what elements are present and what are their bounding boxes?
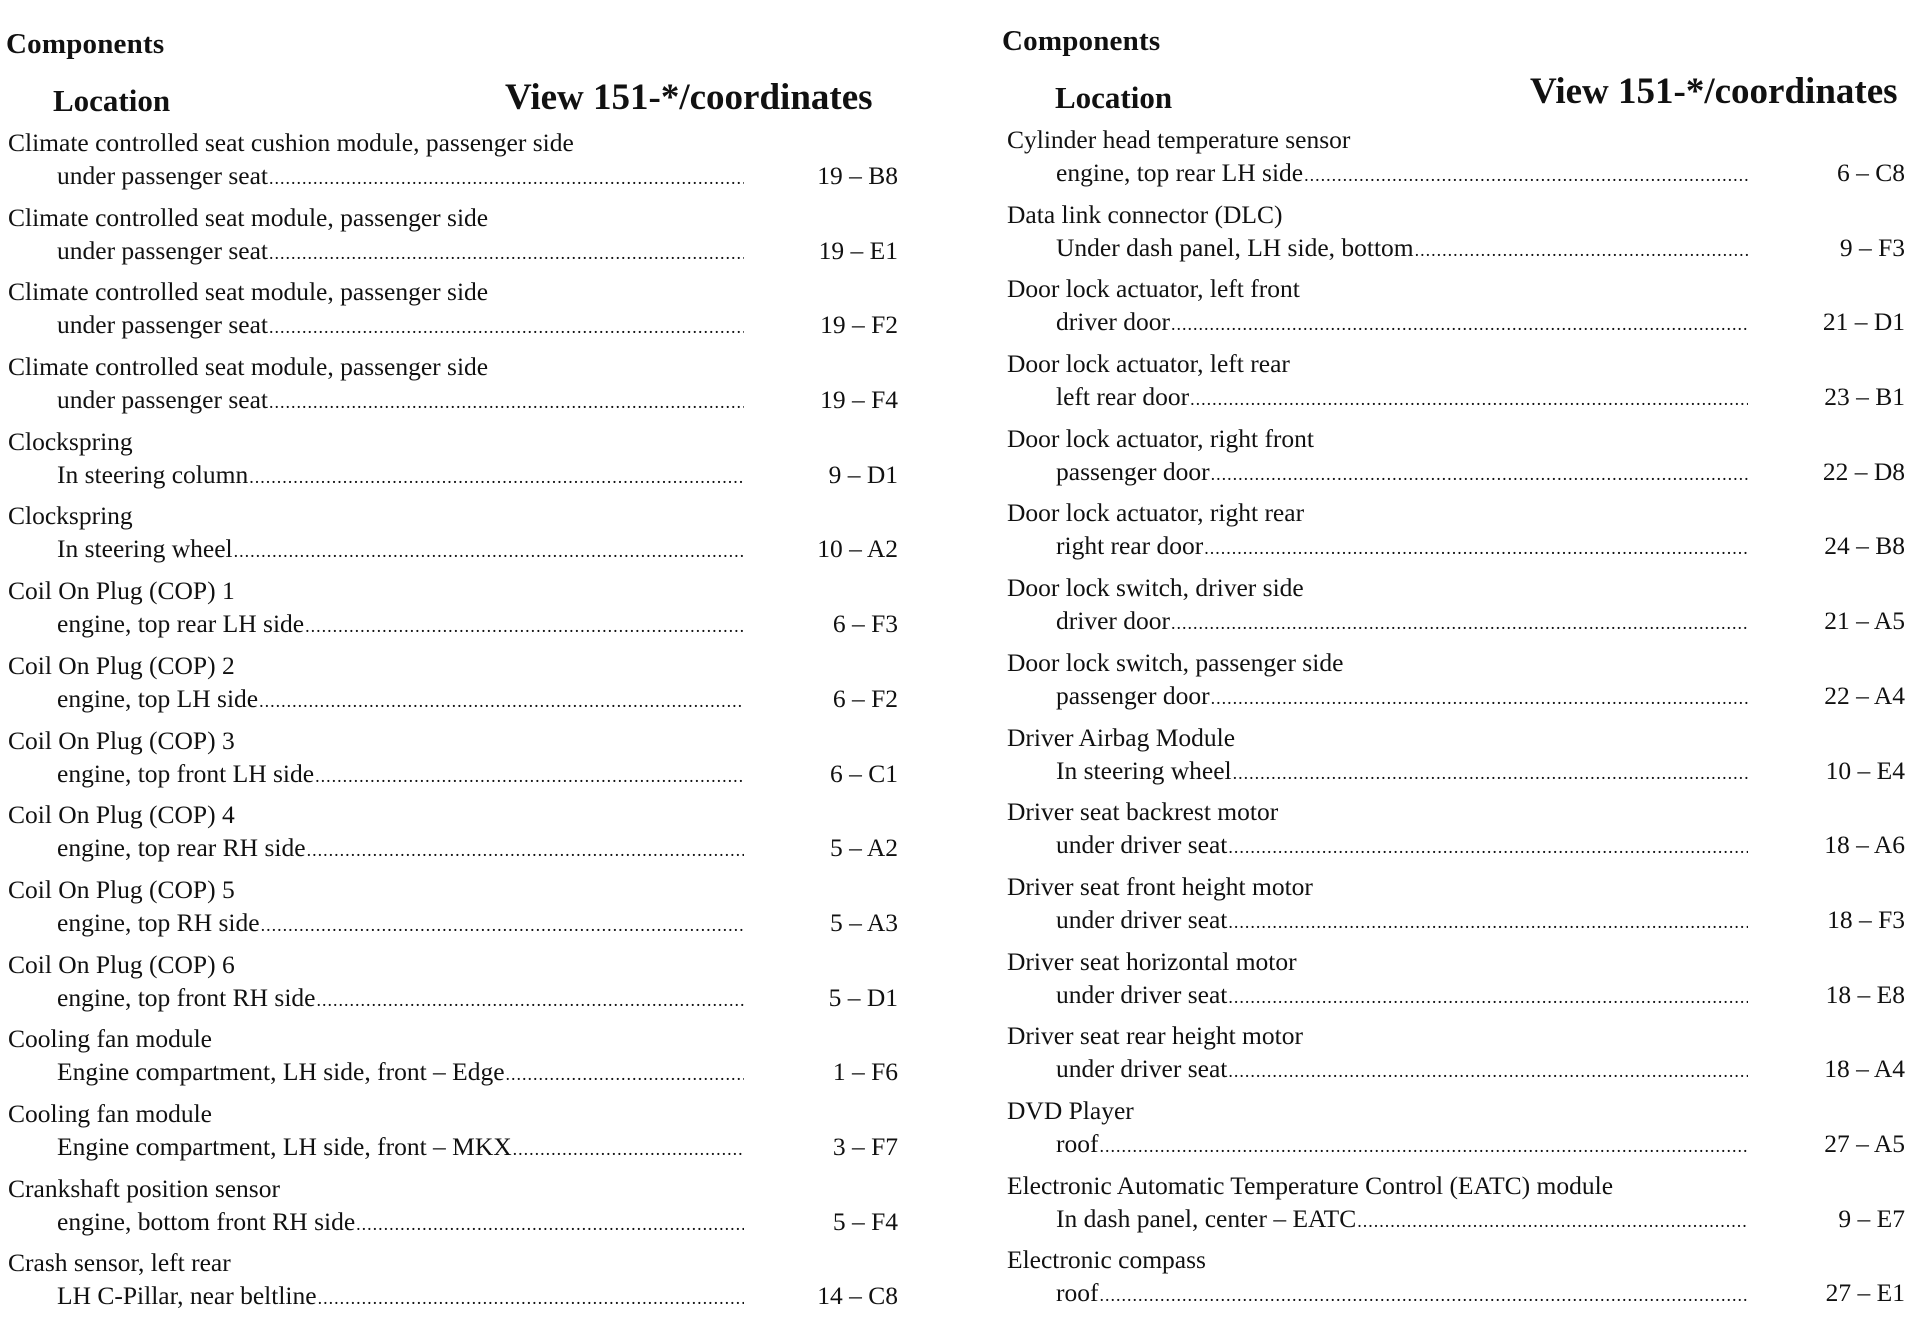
component-location: engine, top rear LH side	[57, 609, 305, 639]
component-location: under driver seat	[1056, 979, 1228, 1009]
component-entry	[8, 1097, 898, 1172]
component-entry	[1007, 945, 1905, 1020]
component-name: Coil On Plug (COP) 1	[8, 576, 235, 606]
view-coordinates: 5 – F4	[832, 1206, 898, 1236]
component-name: Door lock actuator, right rear	[1007, 498, 1305, 528]
component-entry	[1007, 571, 1905, 646]
view-coordinates: 27 – E1	[1825, 1278, 1905, 1308]
location-row	[8, 532, 898, 568]
view-coordinates: 18 – E8	[1825, 979, 1905, 1009]
location-row	[1007, 679, 1905, 715]
component-name: Climate controlled seat module, passenger side	[8, 277, 489, 307]
view-coordinates: 6 – F3	[832, 609, 898, 639]
component-entry	[8, 724, 898, 799]
component-entry	[1007, 272, 1905, 347]
component-location: under passenger seat	[57, 385, 268, 415]
component-name: Cylinder head temperature sensor	[1007, 125, 1351, 154]
location-row	[1007, 754, 1905, 790]
dot-leader	[1228, 981, 1748, 1014]
dot-leader	[269, 162, 744, 195]
component-entry	[1007, 347, 1905, 422]
component-name: Coil On Plug (COP) 2	[8, 650, 235, 680]
view-coordinates: 19 – B8	[817, 161, 898, 190]
component-location: In dash panel, center – EATC	[1056, 1203, 1357, 1233]
view-coordinates: 9 – D1	[828, 459, 898, 489]
view-coordinates: 14 – C8	[817, 1281, 898, 1311]
view-coordinates: 21 – A5	[1824, 606, 1905, 636]
component-location: driver door	[1056, 307, 1171, 337]
component-entry	[1007, 1243, 1905, 1318]
dot-leader	[1204, 532, 1748, 565]
component-entry	[8, 1246, 898, 1321]
dot-leader	[315, 760, 744, 793]
component-name: Cooling fan module	[8, 1098, 212, 1128]
dot-leader	[1233, 757, 1748, 790]
component-location: LH C-Pillar, near beltline	[57, 1281, 317, 1311]
dot-leader	[317, 984, 745, 1017]
dot-leader	[506, 1058, 745, 1091]
location-row	[1007, 156, 1905, 192]
component-name: Driver seat front height motor	[1007, 871, 1313, 901]
view-coordinates: 6 – F2	[832, 683, 898, 713]
component-entry	[8, 1022, 898, 1097]
component-location: left rear door	[1056, 382, 1190, 412]
location-row	[1007, 305, 1905, 341]
component-name: Door lock actuator, left rear	[1007, 349, 1290, 379]
component-entry	[1007, 795, 1905, 870]
dot-leader	[1190, 383, 1748, 416]
location-row	[8, 906, 898, 942]
component-name: Driver Airbag Module	[1007, 722, 1236, 752]
dot-leader	[1304, 159, 1748, 192]
component-location: engine, top LH side	[57, 683, 259, 713]
location-row	[1007, 1127, 1905, 1163]
component-entry	[8, 1172, 898, 1247]
dot-leader	[307, 834, 745, 867]
view-coordinates: 19 – F2	[820, 310, 898, 340]
component-location: driver door	[1056, 606, 1171, 636]
component-location: under passenger seat	[57, 161, 268, 190]
location-row	[8, 757, 898, 793]
component-entry	[8, 350, 898, 425]
location-row	[1007, 529, 1905, 565]
component-name: Coil On Plug (COP) 3	[8, 725, 235, 755]
view-coordinates: 10 – E4	[1825, 755, 1905, 785]
location-row	[1007, 1202, 1905, 1238]
component-location: In steering wheel	[57, 534, 233, 564]
component-name: Coil On Plug (COP) 6	[8, 949, 235, 979]
component-entry	[1007, 198, 1905, 273]
component-location: passenger door	[1056, 456, 1210, 486]
component-location: passenger door	[1056, 680, 1210, 710]
component-location: under passenger seat	[57, 310, 268, 340]
location-row	[1007, 604, 1905, 640]
component-list	[1007, 123, 1905, 1318]
component-entry	[8, 126, 898, 201]
location-header: Location	[53, 83, 171, 118]
location-row	[8, 234, 898, 270]
dot-leader	[269, 237, 744, 270]
location-row	[8, 682, 898, 718]
component-entry	[8, 798, 898, 873]
location-row	[8, 1205, 898, 1241]
location-header: Location	[1055, 80, 1173, 115]
component-name: Data link connector (DLC)	[1007, 199, 1283, 229]
location-row	[1007, 828, 1905, 864]
dot-leader	[318, 1282, 745, 1315]
component-name: Climate controlled seat cushion module, passenger side	[8, 128, 574, 157]
location-row	[8, 308, 898, 344]
dot-leader	[1228, 831, 1748, 864]
dot-leader	[269, 311, 744, 344]
component-location: Engine compartment, LH side, front – Edge	[57, 1057, 505, 1087]
location-row	[1007, 380, 1905, 416]
dot-leader	[1171, 607, 1748, 640]
dot-leader	[1228, 1055, 1748, 1088]
component-entry	[8, 201, 898, 276]
view-coordinates: 18 – F3	[1827, 904, 1905, 934]
dot-leader	[305, 610, 744, 643]
component-entry	[8, 649, 898, 724]
component-location: under passenger seat	[57, 235, 268, 265]
location-row	[8, 458, 898, 494]
component-entry	[1007, 721, 1905, 796]
view-coordinates: 21 – D1	[1822, 307, 1905, 337]
component-name: Door lock switch, driver side	[1007, 573, 1304, 603]
dot-leader	[1228, 906, 1748, 939]
view-coordinates: 19 – E1	[818, 235, 898, 265]
dot-leader	[1357, 1205, 1748, 1238]
location-row	[8, 383, 898, 419]
component-name: Cooling fan module	[8, 1024, 212, 1054]
component-location: engine, top RH side	[57, 907, 260, 937]
dot-leader	[1099, 1279, 1748, 1312]
component-list	[8, 126, 898, 1321]
component-location: In steering column	[57, 459, 249, 489]
component-name: Climate controlled seat module, passenger side	[8, 202, 489, 232]
dot-leader	[1171, 308, 1748, 341]
location-row	[8, 607, 898, 643]
dot-leader	[269, 386, 744, 419]
dot-leader	[234, 535, 745, 568]
view-coordinates: 10 – A2	[817, 534, 898, 564]
component-location: In steering wheel	[1056, 755, 1232, 785]
location-row	[1007, 978, 1905, 1014]
component-entry	[1007, 870, 1905, 945]
view-coordinates: 6 – C1	[829, 758, 898, 788]
view-coordinates: 24 – B8	[1824, 531, 1905, 561]
component-name: Door lock actuator, left front	[1007, 274, 1300, 304]
component-location: roof	[1056, 1278, 1099, 1308]
component-name: Driver seat backrest motor	[1007, 797, 1279, 827]
component-name: Driver seat horizontal motor	[1007, 946, 1297, 976]
component-location: Engine compartment, LH side, front – MKX	[57, 1131, 512, 1161]
component-location: engine, top front LH side	[57, 758, 315, 788]
view-coordinates: 3 – F7	[832, 1131, 898, 1161]
dot-leader	[513, 1133, 745, 1166]
component-entry	[1007, 123, 1905, 198]
location-row	[8, 831, 898, 867]
component-entry	[8, 948, 898, 1023]
dot-leader	[1099, 1130, 1748, 1163]
location-row	[8, 159, 898, 195]
view-coordinates: 5 – A2	[829, 833, 898, 863]
component-entry	[1007, 1094, 1905, 1169]
view-coordinates: 22 – A4	[1824, 680, 1905, 710]
component-name: Coil On Plug (COP) 5	[8, 874, 235, 904]
component-entry	[1007, 1169, 1905, 1244]
component-entry	[8, 574, 898, 649]
location-row	[8, 1130, 898, 1166]
component-location: under driver seat	[1056, 1054, 1228, 1084]
component-entry	[8, 275, 898, 350]
component-name: Door lock actuator, right front	[1007, 423, 1315, 453]
section-title: Components	[6, 28, 165, 60]
dot-leader	[1211, 458, 1748, 491]
component-location: engine, bottom front RH side	[57, 1206, 356, 1236]
component-name: Driver seat rear height motor	[1007, 1021, 1303, 1051]
component-location: roof	[1056, 1128, 1099, 1158]
component-location: under driver seat	[1056, 904, 1228, 934]
component-name: Door lock switch, passenger side	[1007, 647, 1344, 677]
component-entry	[8, 425, 898, 500]
component-location: engine, top rear LH side	[1056, 158, 1304, 187]
dot-leader	[356, 1208, 744, 1241]
component-name: Electronic Automatic Temperature Control (EATC) module	[1007, 1170, 1614, 1200]
view-coordinates: 5 – D1	[828, 982, 898, 1012]
view-coordinates: 18 – A6	[1824, 830, 1905, 860]
location-row	[8, 1279, 898, 1315]
component-entry	[1007, 646, 1905, 721]
component-location: engine, top rear RH side	[57, 833, 306, 863]
component-location: Under dash panel, LH side, bottom	[1056, 232, 1414, 262]
component-name: Coil On Plug (COP) 4	[8, 800, 235, 830]
view-coordinates: 9 – F3	[1839, 232, 1905, 262]
view-coordinates: 6 – C8	[1836, 158, 1905, 187]
component-name: Clockspring	[8, 426, 133, 456]
view-coordinates-header: View 151-*/coordinates	[505, 77, 873, 118]
dot-leader	[1415, 234, 1748, 267]
dot-leader	[259, 685, 744, 718]
location-row	[1007, 231, 1905, 267]
section-title: Components	[1002, 25, 1161, 57]
component-name: Clockspring	[8, 501, 133, 531]
component-name: Electronic compass	[1007, 1245, 1206, 1275]
component-name: Crash sensor, left rear	[8, 1248, 231, 1278]
location-row	[1007, 1276, 1905, 1312]
component-entry	[1007, 496, 1905, 571]
component-name: Climate controlled seat module, passenger side	[8, 352, 489, 382]
component-entry	[1007, 422, 1905, 497]
component-name: Crankshaft position sensor	[8, 1173, 280, 1203]
component-entry	[8, 499, 898, 574]
location-row	[1007, 903, 1905, 939]
component-location: engine, top front RH side	[57, 982, 316, 1012]
component-name: DVD Player	[1007, 1095, 1134, 1125]
component-location: right rear door	[1056, 531, 1204, 561]
view-coordinates: 9 – E7	[1838, 1203, 1905, 1233]
view-coordinates: 19 – F4	[820, 385, 898, 415]
component-entry	[8, 873, 898, 948]
location-row	[1007, 455, 1905, 491]
location-row	[8, 1055, 898, 1091]
dot-leader	[249, 461, 744, 494]
dot-leader	[261, 909, 745, 942]
component-entry	[1007, 1019, 1905, 1094]
view-coordinates: 18 – A4	[1824, 1054, 1905, 1084]
location-row	[8, 981, 898, 1017]
view-coordinates: 27 – A5	[1824, 1128, 1905, 1158]
location-row	[1007, 1052, 1905, 1088]
dot-leader	[1211, 682, 1748, 715]
view-coordinates: 22 – D8	[1822, 456, 1905, 486]
view-coordinates-header: View 151-*/coordinates	[1530, 71, 1898, 112]
view-coordinates: 1 – F6	[832, 1057, 898, 1087]
component-location: under driver seat	[1056, 830, 1228, 860]
view-coordinates: 23 – B1	[1824, 382, 1905, 412]
view-coordinates: 5 – A3	[829, 907, 898, 937]
